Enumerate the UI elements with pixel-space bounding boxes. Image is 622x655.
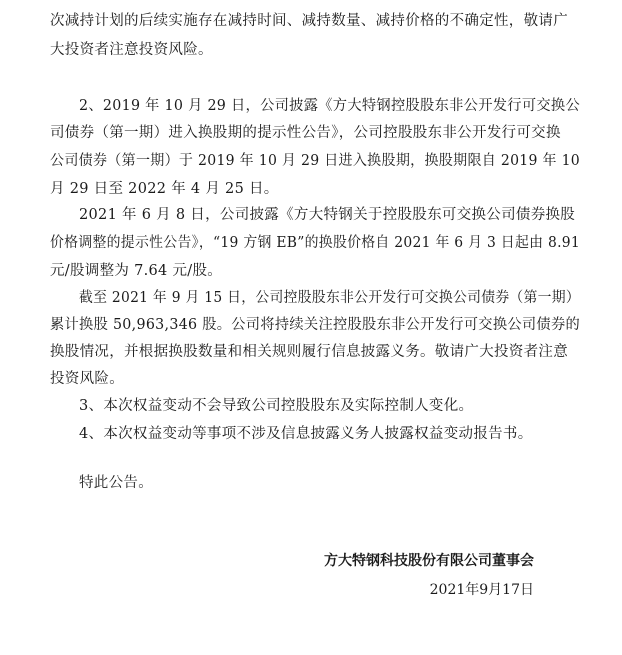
para3-line-2: 价格调整的提示性公告》，“19 方钢 EB”的换股价格自 2021 年 6 月 3 日起由 8.91 — [50, 235, 581, 251]
closing-line: 特此公告。 — [79, 475, 153, 491]
para4-line-4: 投资风险。 — [50, 371, 124, 387]
para2-line-2: 司债券（第一期）进入换股期的提示性公告》，公司控股股东非公开发行可交换 — [50, 125, 561, 141]
para5-line: 3、本次权益变动不会导致公司控股股东及实际控制人变化。 — [79, 398, 474, 414]
para3-line-3: 元/股调整为 7.64 元/股。 — [50, 263, 223, 279]
para1-line-2: 大投资者注意投资风险。 — [50, 42, 213, 58]
para4-line-3: 换股情况，并根据换股数量和相关规则履行信息披露义务。敬请广大投资者注意 — [50, 344, 568, 360]
para6-line: 4、本次权益变动等事项不涉及信息披露义务人披露权益变动报告书。 — [79, 426, 533, 442]
para2-line-4: 月 29 日至 2022 年 4 月 25 日。 — [50, 181, 279, 197]
para4-line-1: 截至 2021 年 9 月 15 日，公司控股股东非公开发行可交换公司债券（第一期） — [79, 290, 581, 306]
para4-line-2: 累计换股 50,963,346 股。公司将持续关注控股股东非公开发行可交换公司债券的 — [50, 317, 581, 333]
para3-line-1: 2021 年 6 月 8 日，公司披露《方大特钢关于控股股东可交换公司债券换股 — [79, 207, 576, 223]
para1-line-1: 次减持计划的后续实施存在减持时间、减持数量、减持价格的不确定性，敬请广 — [50, 13, 568, 29]
signature-date: 2021年9月17日 — [429, 582, 534, 598]
para2-line-3: 公司债券（第一期）于 2019 年 10 月 29 日进入换股期，换股期限自 2019 年 10 — [50, 153, 581, 169]
signature-board: 方大特钢科技股份有限公司董事会 — [324, 553, 534, 569]
para2-line-1: 2、2019 年 10 月 29 日，公司披露《方大特钢控股股东非公开发行可交换公 — [79, 98, 581, 114]
